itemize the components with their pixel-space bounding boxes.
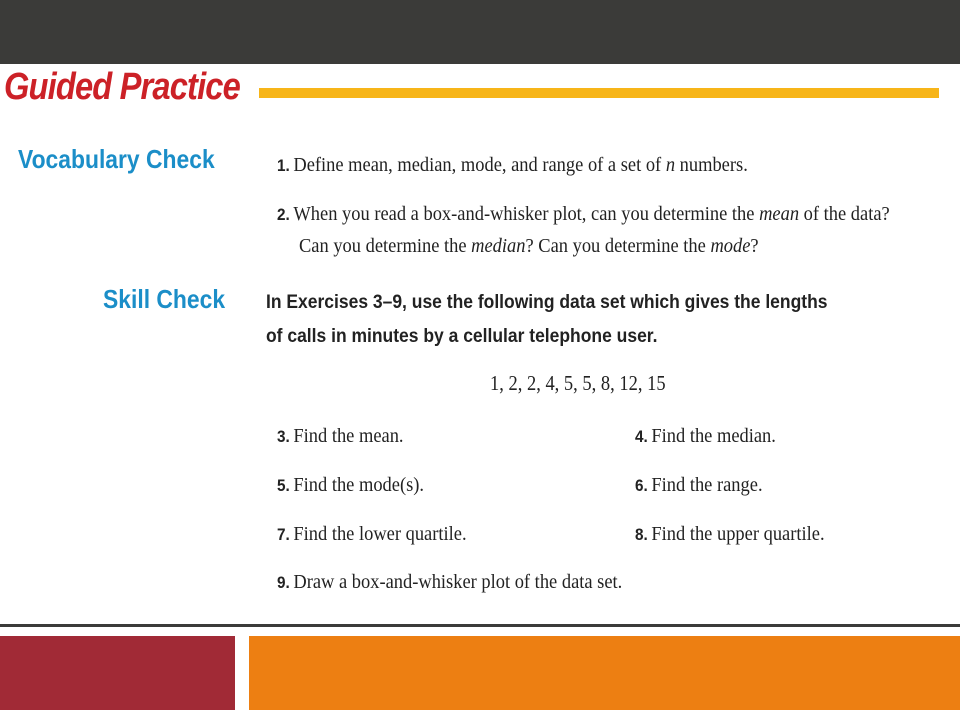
title-rule	[259, 88, 939, 98]
exercise-7	[277, 523, 467, 546]
exercise-6	[635, 474, 763, 497]
vocabulary-check-label: Vocabulary Check	[18, 144, 215, 174]
exercise-9	[277, 571, 622, 594]
italic-term: mean	[759, 203, 800, 225]
exercise-number: 4.	[635, 427, 648, 446]
footer-block-orange	[249, 636, 960, 710]
exercise-text: Find the range.	[651, 474, 763, 496]
exercise-2-continuation	[299, 235, 759, 258]
top-bar	[0, 0, 960, 64]
exercise-2	[277, 203, 890, 226]
exercise-3	[277, 425, 404, 448]
exercise-number: 9.	[277, 573, 290, 592]
exercise-text: ? Can you determine the	[525, 235, 711, 257]
instruction-line-1: In Exercises 3–9, use the following data set which gives the lengths	[266, 292, 828, 313]
exercise-number: 1.	[277, 156, 290, 175]
data-set: 1, 2, 2, 4, 5, 5, 8, 12, 15	[490, 371, 666, 395]
skill-check-label: Skill Check	[103, 284, 226, 314]
exercise-number: 8.	[635, 525, 648, 544]
exercise-number: 7.	[277, 525, 290, 544]
exercise-text: of the data?	[799, 203, 890, 225]
exercise-text: Find the lower quartile.	[293, 523, 467, 545]
exercise-number: 6.	[635, 476, 648, 495]
exercise-text: ?	[750, 235, 759, 257]
page-title: Guided Practice	[4, 66, 240, 108]
exercise-text: When you read a box-and-whisker plot, can you determine the	[293, 203, 760, 225]
footer-block-red	[0, 636, 235, 710]
exercise-8	[635, 523, 825, 546]
exercise-text: Define mean, median, mode, and range of a set of	[293, 154, 666, 176]
footer-divider	[0, 624, 960, 627]
exercise-text: Can you determine the	[299, 235, 472, 257]
exercise-text: Find the median.	[651, 425, 776, 447]
exercise-text: Find the upper quartile.	[651, 523, 825, 545]
italic-term: n	[665, 154, 676, 176]
italic-term: median	[471, 235, 526, 257]
exercise-number: 3.	[277, 427, 290, 446]
exercise-4	[635, 425, 776, 448]
instruction-line-2: of calls in minutes by a cellular telephone user.	[266, 326, 658, 347]
exercise-number: 5.	[277, 476, 290, 495]
exercise-text: Find the mean.	[293, 425, 404, 447]
exercise-text: Find the mode(s).	[293, 474, 425, 496]
exercise-1	[277, 154, 748, 177]
exercise-5	[277, 474, 424, 497]
italic-term: mode	[710, 235, 751, 257]
exercise-text: numbers.	[675, 154, 748, 176]
exercise-number: 2.	[277, 205, 290, 224]
exercise-text: Draw a box-and-whisker plot of the data set.	[293, 571, 623, 593]
